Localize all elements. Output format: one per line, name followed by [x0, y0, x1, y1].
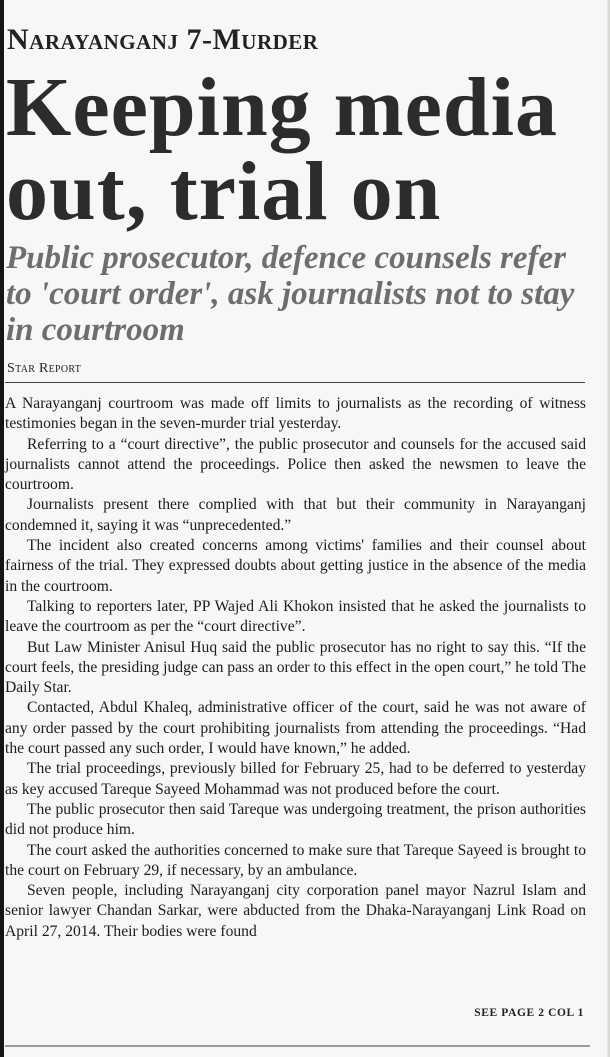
paragraph: The incident also created concerns among victims' families and their counsel about fairness of the trial. They expressed doubts about getting justice in the absence of the media in the courtroom.	[5, 537, 586, 595]
continuation-note: SEE PAGE 2 COL 1	[474, 1007, 584, 1019]
paragraph: But Law Minister Anisul Huq said the public prosecutor has no right to say this. “If the court feels, the presiding judge can pass an order to this effect in the open court,” he told The Daily Star.	[5, 638, 586, 697]
paragraph: Seven people, including Narayanganj city corporation panel mayor Nazrul Islam and senior lawyer Chandan Sarkar, were abducted from the Dhaka-Narayanganj Link Road on April 27, 2014. Their bodies were found	[5, 882, 586, 940]
kicker-label: Narayanganj 7-Murder	[7, 23, 319, 56]
paragraph: Talking to reporters later, PP Wajed Ali Khokon insisted that he asked the journalists to leave the courtroom as per the “court directive”.	[5, 597, 586, 636]
paragraph: Contacted, Abdul Khaleq, administrative officer of the court, said he was not aware of any order passed by the court prohibiting journalists from attending the proceedings. “Had the court passed any such order, I would have known,” he added.	[5, 699, 586, 758]
paragraph: Journalists present there complied with that but their community in Narayanganj condemned it, saying it was “unprecedented.”	[5, 496, 586, 534]
paragraph: Referring to a “court directive”, the public prosecutor and counsels for the accused said journalists cannot attend the proceedings. Police then asked the newsmen to leave the courtroom.	[5, 435, 586, 494]
paragraph: The court asked the authorities concerned to make sure that Tareque Sayeed is brought to the court on February 29, if necessary, by an ambulance.	[5, 841, 586, 879]
byline: Star Report	[7, 361, 82, 376]
paragraph: The public prosecutor then said Tareque was undergoing treatment, the prison authorities did not produce him.	[5, 800, 586, 839]
article-body	[5, 394, 586, 942]
paragraph: The trial proceedings, previously billed for February 25, had to be deferred to yesterday as key accused Tareque Sayeed Mohammad was not produced before the court.	[5, 760, 586, 798]
subheadline: Public prosecutor, defence counsels refer to 'court order', ask journalists not to stay in courtroom	[6, 240, 575, 348]
bottom-divider	[5, 1045, 590, 1047]
byline-divider	[5, 382, 585, 383]
paragraph: A Narayanganj courtroom was made off limits to journalists as the recording of witness testimonies began in the seven-murder trial yesterday.	[5, 395, 586, 433]
page-edge-left	[0, 0, 4, 1057]
headline: Keeping media out, trial on	[6, 61, 558, 238]
